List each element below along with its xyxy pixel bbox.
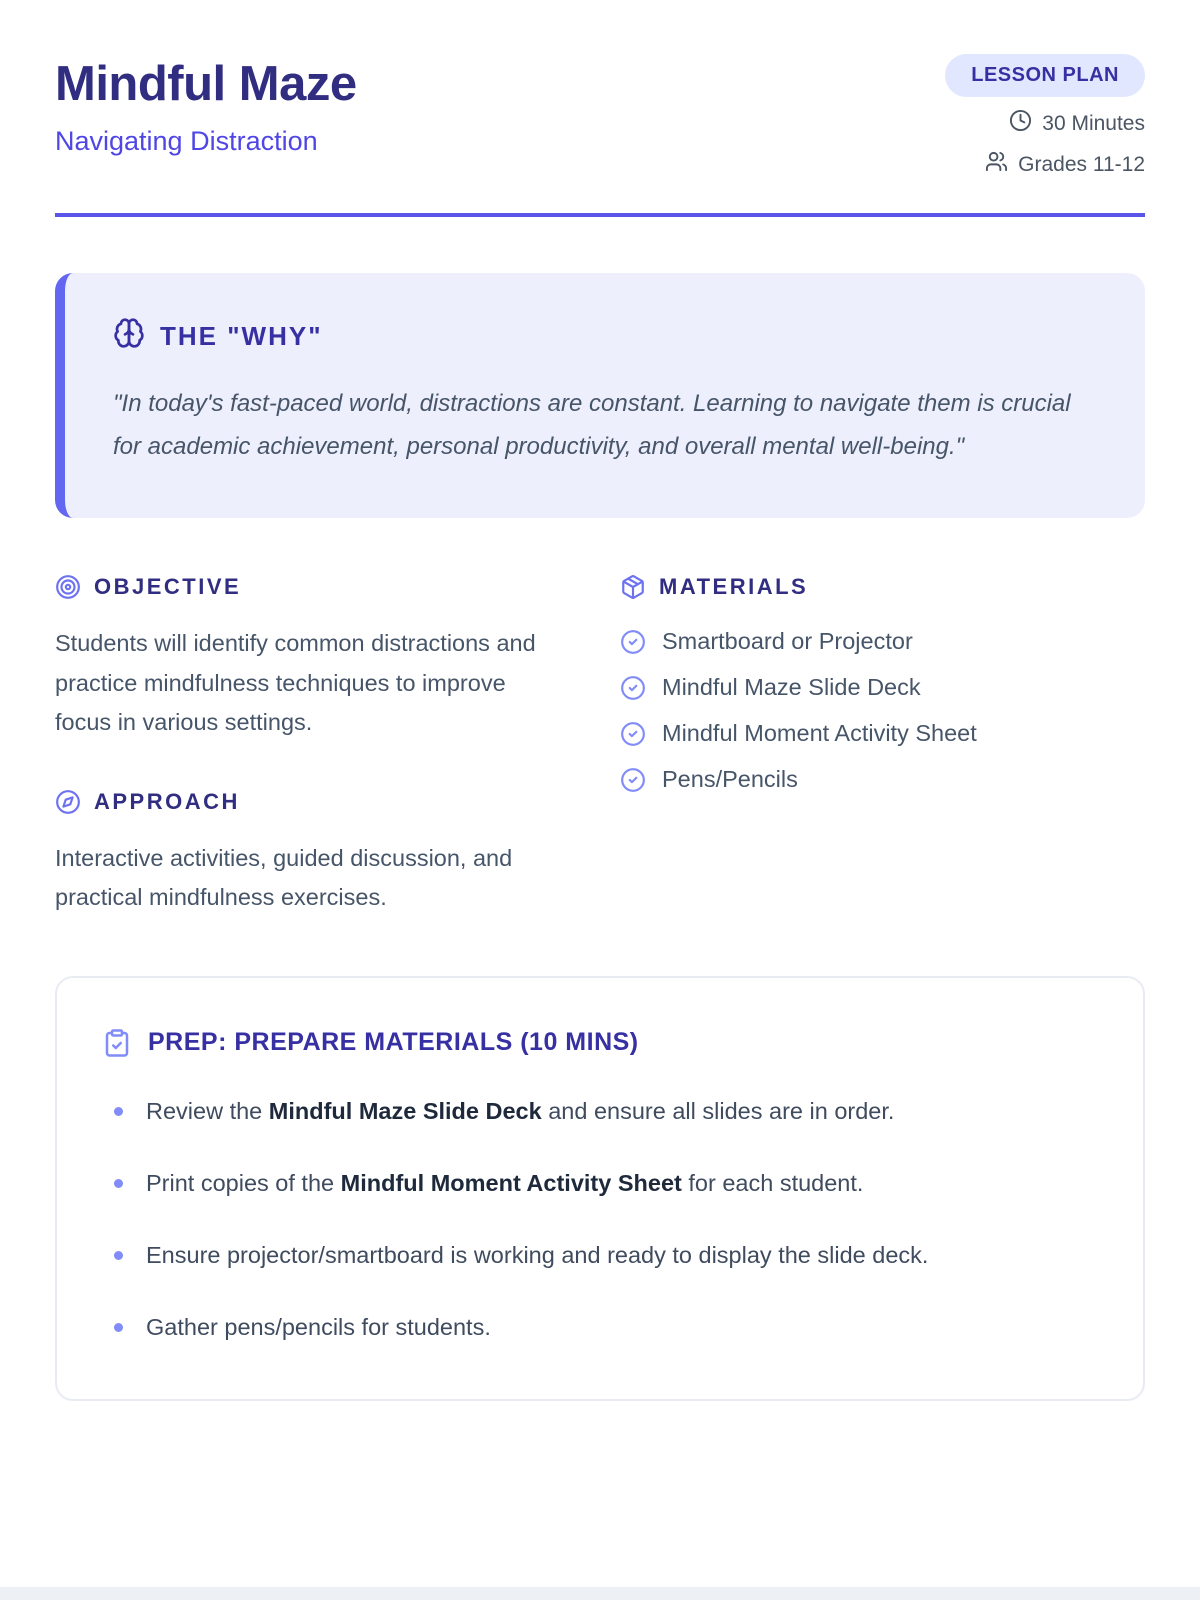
prep-item xyxy=(114,1094,1098,1129)
why-heading xyxy=(113,317,1097,356)
duration-label: 30 Minutes xyxy=(1042,111,1145,135)
prep-heading-label: PREP: PREPARE MATERIALS (10 MINS) xyxy=(148,1028,639,1057)
materials-heading-label: MATERIALS xyxy=(659,574,809,600)
objective-heading xyxy=(55,574,585,600)
approach-heading xyxy=(55,789,585,815)
why-heading-label: THE "WHY" xyxy=(160,321,323,351)
prep-item xyxy=(114,1310,1098,1345)
prep-item-text: Ensure projector/smartboard is working and ready to display the slide deck. xyxy=(146,1242,929,1269)
objective-heading-label: OBJECTIVE xyxy=(94,574,242,600)
header xyxy=(55,46,1145,179)
users-icon xyxy=(985,150,1008,179)
prep-item-text: Gather pens/pencils for students. xyxy=(146,1314,491,1341)
material-item xyxy=(620,766,1145,793)
bullet-dot-icon xyxy=(114,1107,123,1116)
clock-icon xyxy=(1009,109,1032,138)
prep-item xyxy=(114,1238,1098,1273)
prep-item-text: Print copies of the Mindful Moment Activity Sheet for each student. xyxy=(146,1169,864,1196)
header-divider xyxy=(55,213,1145,217)
approach-block xyxy=(55,789,585,918)
material-item-label: Mindful Maze Slide Deck xyxy=(662,674,921,701)
left-column xyxy=(55,574,585,917)
page-bottom-band xyxy=(0,1587,1200,1600)
clipboard-check-icon xyxy=(102,1028,132,1058)
why-section xyxy=(55,273,1145,518)
approach-body: Interactive activities, guided discussion, and practical mindfulness exercises. xyxy=(55,844,513,911)
prep-heading xyxy=(102,1028,1098,1058)
grades-row xyxy=(985,150,1145,179)
bullet-dot-icon xyxy=(114,1179,123,1188)
brain-icon xyxy=(113,317,145,356)
objective-body: Students will identify common distractions and practice mindfulness techniques to improve focus in various settings. xyxy=(55,630,536,736)
grades-label: Grades 11-12 xyxy=(1018,152,1145,176)
page-title: Mindful Maze xyxy=(55,57,357,111)
target-icon xyxy=(55,574,81,600)
approach-heading-label: APPROACH xyxy=(94,788,240,814)
check-circle-icon xyxy=(620,629,646,655)
duration-row xyxy=(1009,109,1145,138)
check-circle-icon xyxy=(620,767,646,793)
compass-icon xyxy=(55,789,81,815)
page-subtitle: Navigating Distraction xyxy=(55,126,318,156)
material-item xyxy=(620,720,1145,747)
materials-heading xyxy=(620,574,1145,600)
check-circle-icon xyxy=(620,721,646,747)
material-item-label: Pens/Pencils xyxy=(662,766,798,793)
material-item xyxy=(620,628,1145,655)
prep-item xyxy=(114,1166,1098,1201)
material-item xyxy=(620,674,1145,701)
overview-grid xyxy=(55,574,1145,917)
prep-item-text: Review the Mindful Maze Slide Deck and ensure all slides are in order. xyxy=(146,1097,895,1124)
bullet-dot-icon xyxy=(114,1251,123,1260)
material-item-label: Mindful Moment Activity Sheet xyxy=(662,720,977,747)
prep-section xyxy=(55,976,1145,1401)
lesson-plan-badge: LESSON PLAN xyxy=(945,54,1145,97)
material-item-label: Smartboard or Projector xyxy=(662,628,913,655)
check-circle-icon xyxy=(620,675,646,701)
right-column xyxy=(620,574,1145,917)
why-quote: "In today's fast-paced world, distractions are constant. Learning to navigate them is crucial for academic achievement, personal productivity, and overall mental well-being." xyxy=(113,390,1071,461)
materials-list xyxy=(620,628,1145,793)
bullet-dot-icon xyxy=(114,1323,123,1332)
header-meta xyxy=(945,46,1145,179)
prep-list xyxy=(102,1094,1098,1346)
header-titles xyxy=(55,46,357,157)
package-icon xyxy=(620,574,646,600)
